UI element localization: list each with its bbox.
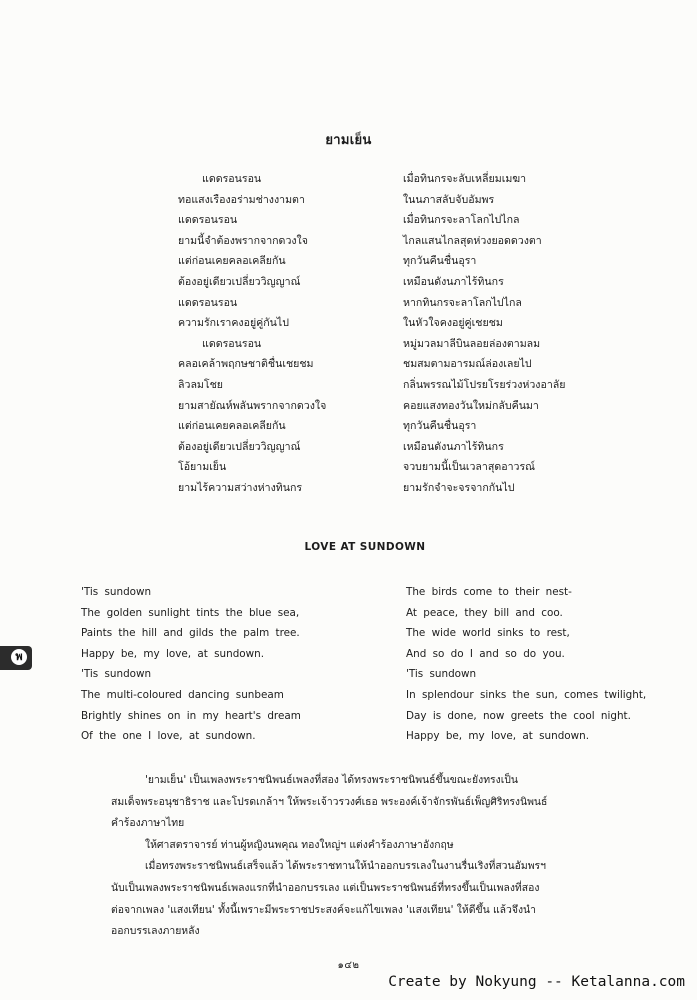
english-title: LOVE AT SUNDOWN: [304, 541, 426, 553]
note-line: เมื่อทรงพระราชนิพนธ์เสร็จแล้ว ได้พระราชทานให้นำออกบรรเลงในงานรื่นเริงที่สวนอัมพรฯ: [145, 860, 546, 873]
thai-lyric-line: ทุกวันคืนชื่นอุรา: [403, 255, 477, 268]
english-lyric-line: 'Tis sundown: [81, 586, 152, 598]
note-line: สมเด็จพระอนุชาธิราช และโปรดเกล้าฯ ให้พระเจ้าวรวงศ์เธอ พระองค์เจ้าจักรพันธ์เพ็ญศิริทรงนิพนธ์: [111, 795, 548, 808]
thai-lyric-line: แดดรอนรอน: [178, 214, 238, 227]
thai-lyric-line: คลอเคล้าพฤกษชาติชื่นเชยชม: [178, 358, 314, 371]
english-lyric-line: 'Tis sundown: [406, 668, 477, 681]
english-lyric-line: Happy be, my love, at sundown.: [406, 730, 590, 743]
thai-lyric-line: ทุกวันคืนชื่นอุรา: [403, 420, 477, 433]
thai-lyric-line: แดดรอนรอน: [178, 296, 238, 309]
note-line: ให้ศาสตราจารย์ ท่านผู้หญิงนพคุณ ทองใหญ่ฯ แต่งคำร้องภาษาอังกฤษ: [145, 838, 454, 851]
english-lyric-line: Brightly shines on in my heart's dream: [81, 709, 301, 722]
note-line: 'ยามเย็น' เป็นเพลงพระราชนิพนธ์เพลงที่สอง ได้ทรงพระราชนิพนธ์ขึ้นขณะยังทรงเป็น: [145, 774, 518, 786]
section-thumb-tab: [0, 646, 32, 670]
note-line: ออกบรรเลงภายหลัง: [111, 925, 200, 938]
credit-watermark: Create by Nokyung -- Ketalanna.com: [388, 974, 685, 990]
english-lyrics-right-column: [406, 582, 646, 747]
thai-lyric-line: หากทินกรจะลาโลกไปไกล: [403, 296, 522, 309]
thai-lyric-line: ชมสมตามอารมณ์ล่องเลยไป: [403, 358, 532, 371]
thai-lyric-line: แดดรอนรอน: [202, 173, 262, 185]
note-line: คำร้องภาษาไทย: [111, 817, 185, 830]
thai-lyric-line: แต่ก่อนเคยคลอเคลียกัน: [178, 255, 286, 268]
english-lyric-line: At peace, they bill and coo.: [406, 606, 563, 619]
thai-lyric-line: ยามนี้จำต้องพรากจากดวงใจ: [178, 234, 308, 247]
thai-lyric-line: เหมือนดังนภาไร้ทินกร: [403, 275, 504, 288]
thai-lyric-line: เหมือนดังนภาไร้ทินกร: [403, 440, 504, 453]
thai-lyric-line: เมื่อทินกรจะลับเหลี่ยมเมฆา: [403, 173, 527, 185]
section-tab-letter: พ: [11, 649, 27, 665]
thai-lyric-line: ต้องอยู่เดียวเปลี่ยววิญญาณ์: [178, 440, 301, 453]
english-lyric-line: The wide world sinks to rest,: [406, 627, 570, 640]
note-line: นับเป็นเพลงพระราชนิพนธ์เพลงแรกที่นำออกบรรเลง แต่เป็นพระราชนิพนธ์ที่ทรงขึ้นเป็นเพลงที่สอง: [111, 881, 540, 894]
notes-paragraphs: [111, 770, 641, 943]
english-lyric-line: In splendour sinks the sun, comes twilight,: [406, 688, 647, 701]
english-lyrics-left-column: [81, 582, 301, 747]
thai-lyric-line: ลิวลมโชย: [178, 378, 224, 391]
thai-lyric-line: ไกลแสนไกลสุดห่วงยอดดวงตา: [403, 234, 542, 247]
thai-lyric-line: แดดรอนรอน: [202, 337, 262, 350]
thai-lyric-line: โอ้ยามเย็น: [178, 461, 227, 474]
thai-lyrics-right-column: [403, 169, 565, 499]
thai-lyric-line: แต่ก่อนเคยคลอเคลียกัน: [178, 420, 286, 433]
note-line: ต่อจากเพลง 'แสงเทียน' ทั้งนี้เพราะมีพระราชประสงค์จะแก้ไขเพลง 'แสงเทียน' ให้ดีขึ้น แล้วจึงนำ: [111, 903, 536, 916]
thai-lyric-line: ทอแสงเรืองอร่ามช่างงามตา: [178, 193, 305, 206]
thai-lyric-line: ในหัวใจคงอยู่คู่เชยชม: [403, 317, 503, 330]
english-lyric-line: Happy be, my love, at sundown.: [81, 647, 265, 660]
thai-title: ยามเย็น: [325, 133, 372, 148]
page-number: ๑๔๒: [337, 960, 360, 971]
thai-lyric-line: เมื่อทินกรจะลาโลกไปไกล: [403, 214, 520, 227]
english-lyric-line: Day is done, now greets the cool night.: [406, 709, 631, 722]
thai-lyric-line: ยามสายัณห์พลันพรากจากดวงใจ: [178, 399, 327, 412]
thai-lyrics-left-column: [178, 169, 326, 499]
english-lyric-line: Paints the hill and gilds the palm tree.: [81, 627, 300, 640]
thai-lyric-line: กลิ่นพรรณไม้โปรยโรยร่วงห่วงอาลัย: [403, 378, 566, 391]
english-lyric-line: The multi-coloured dancing sunbeam: [81, 688, 284, 701]
thai-lyric-line: ยามรักจำจะจรจากกันไป: [403, 481, 515, 494]
thai-lyric-line: ยามไร้ความสว่างห่างทินกร: [178, 481, 303, 494]
thai-lyric-line: จวบยามนี้เป็นเวลาสุดอาวรณ์: [403, 461, 535, 474]
thai-lyric-line: คอยแสงทองวันใหม่กลับคืนมา: [403, 399, 539, 412]
thai-lyric-line: ความรักเราคงอยู่คู่กันไป: [178, 317, 289, 330]
thai-lyric-line: หมู่มวลมาลีบินลอยล่องตามลม: [403, 337, 541, 350]
thai-lyric-line: ต้องอยู่เดียวเปลี่ยววิญญาณ์: [178, 275, 301, 288]
english-lyric-line: The birds come to their nest-: [406, 586, 572, 598]
thai-lyric-line: ในนภาสลับจับอัมพร: [403, 193, 495, 206]
english-lyric-line: And so do I and so do you.: [406, 647, 565, 660]
english-lyric-line: Of the one I love, at sundown.: [81, 730, 256, 743]
english-lyric-line: 'Tis sundown: [81, 668, 152, 681]
english-lyric-line: The golden sunlight tints the blue sea,: [81, 606, 300, 619]
